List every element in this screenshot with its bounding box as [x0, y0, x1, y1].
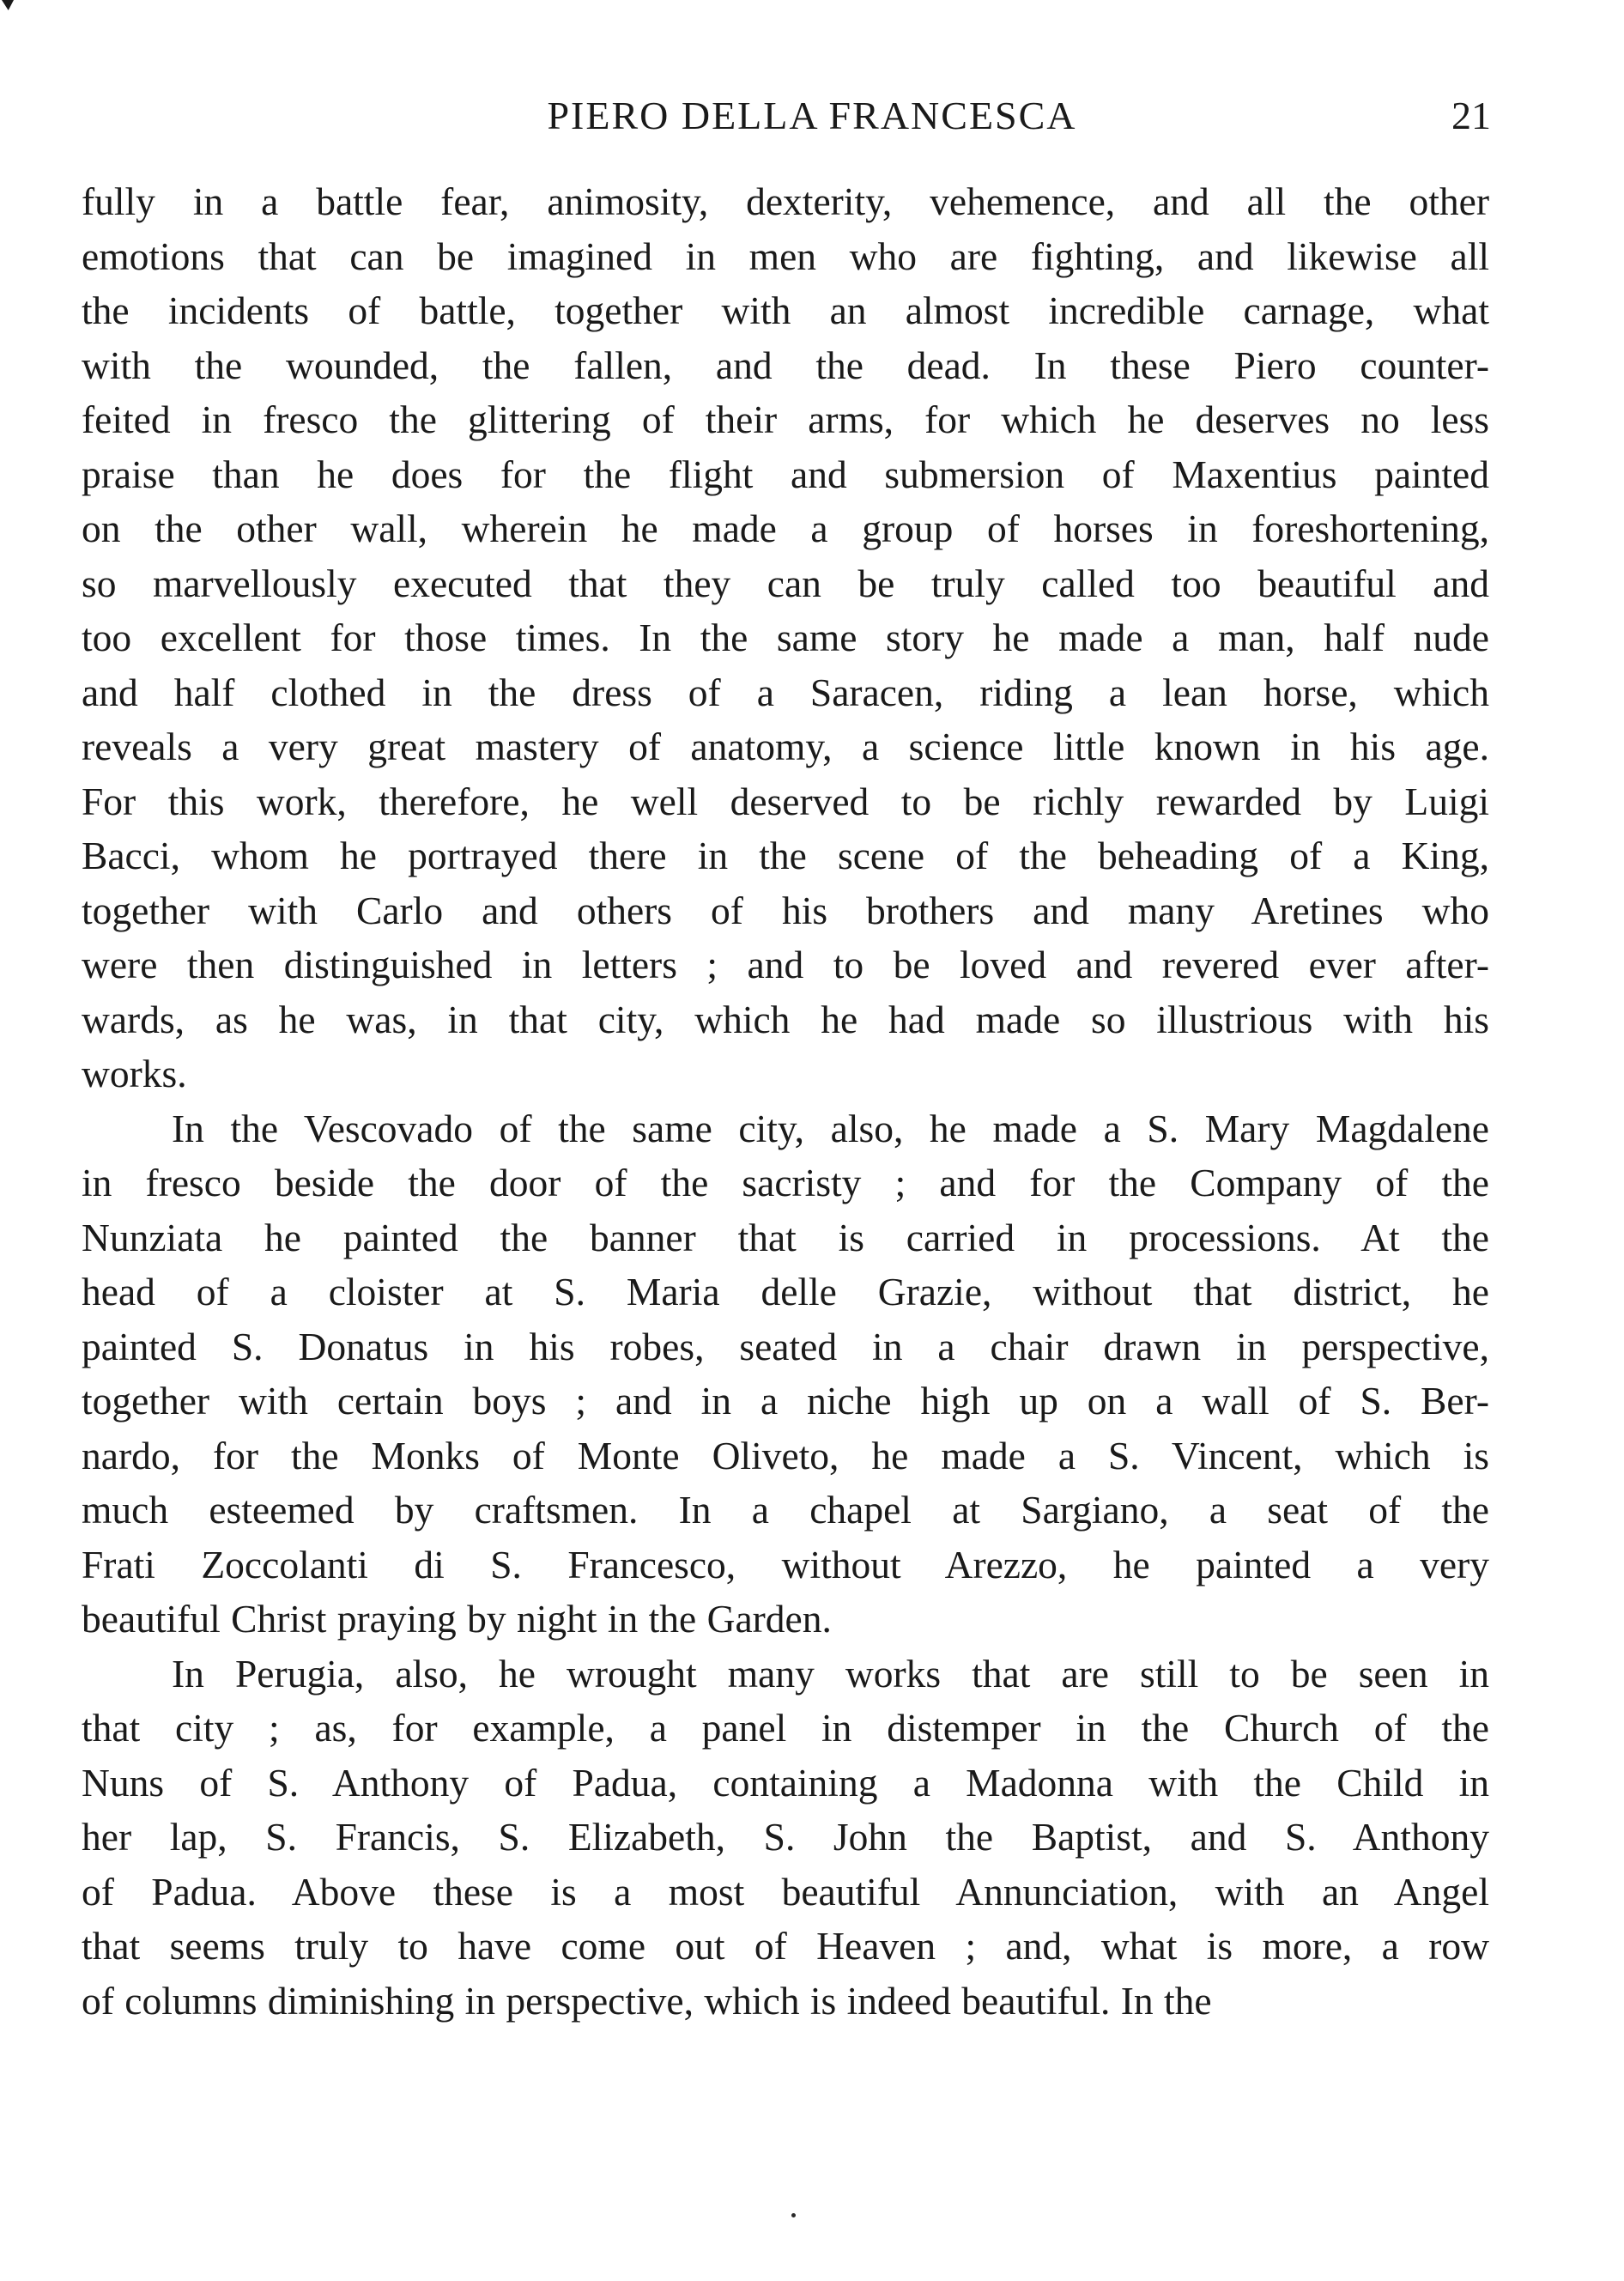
paragraph	[82, 174, 1489, 1101]
running-title: PIERO DELLA FRANCESCA	[547, 94, 1077, 137]
text-line: Nunziata he painted the banner that is carried in processions. At the	[82, 1215, 1489, 1259]
text-line: her lap, S. Francis, S. Elizabeth, S. John the Baptist, and S. Anthony	[82, 1815, 1489, 1859]
text-line: Nuns of S. Anthony of Padua, containing a Madonna with the Child in	[82, 1760, 1489, 1805]
text-line: that seems truly to have come out of Heaven ; and, what is more, a row	[82, 1924, 1489, 1968]
corner-ink-mark	[2, 0, 14, 10]
text-line: head of a cloister at S. Maria delle Grazie, without that district, he	[82, 1270, 1489, 1313]
text-line: the incidents of battle, together with an almost incredible carnage, what	[82, 288, 1489, 332]
text-line: wards, as he was, in that city, which he had made so illustrious with his	[82, 997, 1489, 1041]
text-line: beautiful Christ praying by night in the Garden.	[82, 1597, 832, 1641]
text-line: praise than he does for the flight and submersion of Maxentius painted	[82, 452, 1489, 496]
text-line: of Padua. Above these is a most beautiful Annunciation, with an Angel	[82, 1869, 1489, 1914]
page-number: 21	[1451, 94, 1491, 137]
text-line: fully in a battle fear, animosity, dexterity, vehemence, and all the other	[82, 179, 1489, 223]
paragraph	[82, 1647, 1489, 2029]
text-line: In the Vescovado of the same city, also, he made a S. Mary Magdalene	[172, 1106, 1489, 1150]
running-header	[0, 86, 1624, 146]
text-line: Frati Zoccolanti di S. Francesco, without Arezzo, he painted a very	[82, 1542, 1489, 1586]
text-line: works.	[82, 1052, 187, 1095]
text-line: For this work, therefore, he well deserved to be richly rewarded by Luigi	[82, 779, 1489, 823]
text-line: much esteemed by craftsmen. In a chapel at Sargiano, a seat of the	[82, 1488, 1489, 1532]
text-line: and half clothed in the dress of a Saracen, riding a lean horse, which	[82, 670, 1489, 714]
body-text	[82, 174, 1489, 2028]
text-line: nardo, for the Monks of Monte Oliveto, he made a S. Vincent, which is	[82, 1433, 1489, 1477]
bottom-ink-dot	[791, 2213, 796, 2217]
text-line: in fresco beside the door of the sacristy ; and for the Company of the	[82, 1161, 1489, 1204]
paragraph	[82, 1101, 1489, 1647]
text-line: that city ; as, for example, a panel in distemper in the Church of the	[82, 1706, 1489, 1750]
text-line: In Perugia, also, he wrought many works that are still to be seen in	[172, 1651, 1489, 1696]
text-line: were then distinguished in letters ; and to be loved and revered ever after-	[82, 943, 1489, 986]
text-line: reveals a very great mastery of anatomy, a science little known in his age.	[82, 725, 1489, 768]
text-line: together with Carlo and others of his brothers and many Aretines who	[82, 888, 1489, 932]
text-line: Bacci, whom he portrayed there in the scene of the beheading of a King,	[82, 834, 1489, 877]
text-line: on the other wall, wherein he made a group of horses in foreshortening,	[82, 507, 1489, 550]
text-line: emotions that can be imagined in men who are fighting, and likewise all	[82, 234, 1489, 278]
text-line: with the wounded, the fallen, and the dead. In these Piero counter-	[82, 343, 1489, 387]
text-line: together with certain boys ; and in a niche high up on a wall of S. Ber-	[82, 1379, 1489, 1423]
text-line: painted S. Donatus in his robes, seated in a chair drawn in perspective,	[82, 1324, 1489, 1368]
text-line: feited in fresco the glittering of their arms, for which he deserves no less	[82, 397, 1489, 441]
text-line: of columns diminishing in perspective, which is indeed beautiful. In the	[82, 1978, 1212, 2023]
text-line: so marvellously executed that they can be truly called too beautiful and	[82, 561, 1489, 605]
text-line: too excellent for those times. In the same story he made a man, half nude	[82, 616, 1489, 659]
